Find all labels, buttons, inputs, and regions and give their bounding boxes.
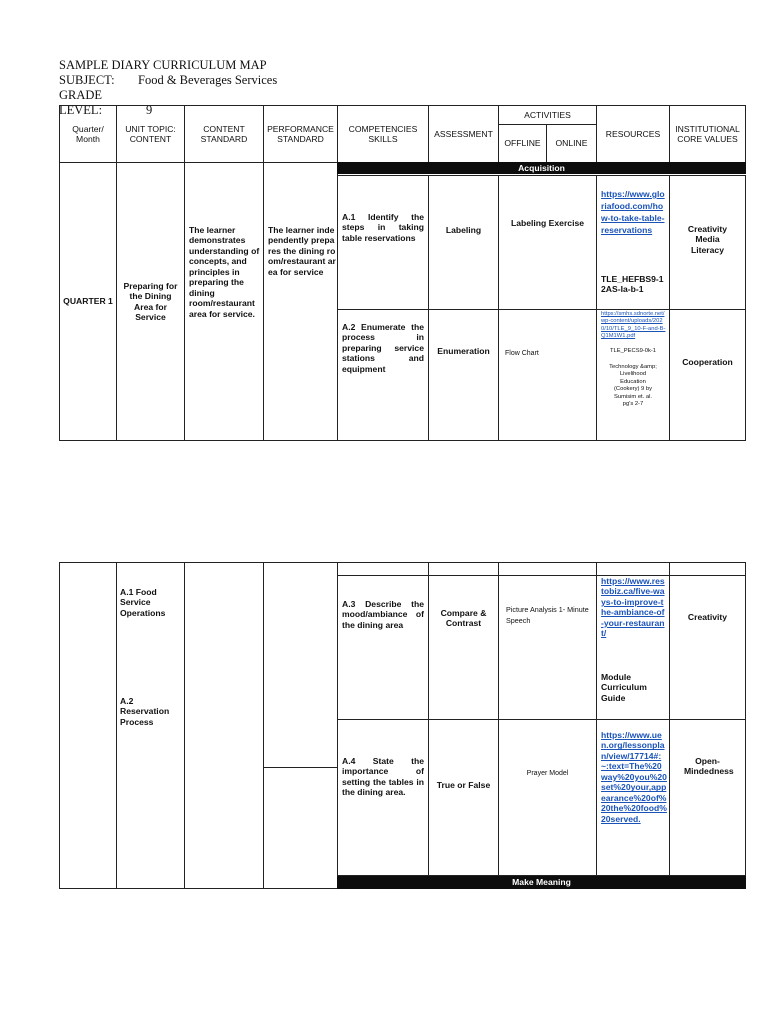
activity-a2-text: Flow Chart: [505, 350, 539, 357]
performance-standard-text: The learner independently prepares the dining room/restaurant area for service: [268, 225, 336, 277]
col-content-standard-header: CONTENT STANDARD: [184, 105, 264, 163]
unit-topic-a2-text: A.2 Reservation Process: [120, 696, 170, 727]
content-standard-text: The learner demonstrates understanding of concepts, and principles in preparing the dining room/restaurant area for service.: [189, 225, 260, 319]
assessment-a3-text: Compare & Contrast: [440, 608, 487, 629]
subject-value: Food & Beverages Services: [138, 73, 278, 87]
grade-value: 9: [146, 103, 153, 117]
activity-a3-text: Picture Analysis 1- Minute Speech: [506, 605, 589, 625]
content-standard-cell-2: [184, 562, 264, 889]
acquisition-bar: Acquisition: [337, 162, 746, 174]
unit-topic-cell-2: [116, 562, 185, 889]
performance-standard-cell: [263, 162, 338, 441]
col-core-values-header: INSTITUTIONAL CORE VALUES: [669, 105, 746, 163]
col-offline-header: OFFLINE: [498, 124, 547, 163]
activity-a4-cell: [498, 719, 597, 876]
assessment-a1-cell: [428, 175, 499, 310]
col-assessment-header: ASSESSMENT: [428, 105, 499, 163]
resources-empty-cell: [596, 562, 670, 576]
col-competencies-header: COMPETENCIES SKILLS: [337, 105, 429, 163]
content-standard-cell: [184, 162, 264, 441]
col-quarter-header: Quarter/ Month: [59, 105, 117, 163]
core-value-a1-cell: [669, 175, 746, 310]
activity-a1-cell: [498, 175, 597, 310]
grade-label: GRADE LEVEL:: [59, 88, 103, 117]
resource-a3-extra: Module Curriculum Guide: [601, 672, 647, 703]
performance-standard-cell-2b: [263, 767, 338, 889]
resources-a2-cell: [596, 309, 670, 441]
assessment-empty-cell: [428, 562, 499, 576]
assessment-a4-cell: [428, 719, 499, 876]
col-performance-standard-header: PERFORMANCE STANDARD: [263, 105, 338, 163]
core-value-a4-text: Open-Mindedness: [684, 756, 734, 777]
quarter-cell: QUARTER 1: [59, 162, 117, 441]
activity-a2-cell: [498, 309, 597, 441]
competency-a3-text: A.3 Describe the mood/ambiance of the dining area: [342, 599, 424, 630]
assessment-a2-cell: [428, 309, 499, 441]
unit-topic-a1-text: A.1 Food Service Operations: [120, 587, 166, 618]
competency-a2-cell: [337, 309, 429, 441]
activity-a3-cell: [498, 575, 597, 720]
core-value-a2-text: Cooperation: [682, 357, 733, 367]
subject-line: [59, 73, 277, 88]
activity-a1-text: Labeling Exercise: [510, 218, 585, 228]
col-unit-topic-header: UNIT TOPIC: CONTENT: [116, 105, 185, 163]
competency-a4-text: A.4 State the importance of setting the tables in the dining area.: [342, 756, 424, 798]
resources-a3-cell: [596, 575, 670, 720]
competency-a2-text: A.2 Enumerate the process in preparing service stations and equipment: [342, 322, 424, 374]
page-title: SAMPLE DIARY CURRICULUM MAP: [59, 58, 267, 72]
assessment-a1-text: Labeling: [445, 225, 482, 235]
col-resources-header: RESOURCES: [596, 105, 670, 163]
activity-empty-cell: [498, 562, 597, 576]
assessment-a3-cell: [428, 575, 499, 720]
resource-a2-code: TLE_PECS9-0k-1: [609, 348, 657, 354]
competency-a3-cell: [337, 575, 429, 720]
competency-empty-cell: [337, 562, 429, 576]
unit-topic-cell: Preparing for the Dining Area for Service: [116, 162, 185, 441]
core-value-a4-cell: [669, 719, 746, 876]
activity-a4-text: Prayer Model: [526, 770, 569, 777]
assessment-a4-text: True or False: [436, 780, 491, 790]
competency-a1-text: A.1 Identify the steps in taking table reservations: [342, 212, 424, 243]
competency-a1-cell: [337, 175, 429, 310]
core-value-a3-text: Creativity: [687, 612, 728, 622]
core-value-a2-cell: [669, 309, 746, 441]
core-value-a3-cell: [669, 575, 746, 720]
resource-a1-link[interactable]: https://www.gloriafood.com/how-to-take-table-reservations: [601, 189, 665, 235]
resources-a1-cell: [596, 175, 670, 310]
quarter-cell-2: [59, 562, 117, 889]
resource-a2-link[interactable]: https://smhs.sdnorte.net/wp-content/uploads/2020/10/TLE_9_10-F-and-B-Q1M1W1.pdf: [601, 311, 666, 340]
resource-a4-link[interactable]: https://www.uen.org/lessonplan/view/17714#:~:text=The%20way%20you%20set%20your,appearance%20of%20the%20food%20served.: [601, 730, 667, 824]
col-online-header: ONLINE: [546, 124, 597, 163]
make-meaning-bar: Make Meaning: [337, 876, 746, 889]
core-value-empty-cell: [669, 562, 746, 576]
competency-a4-cell: [337, 719, 429, 876]
core-value-a1-text: Creativity Media Literacy: [687, 224, 728, 255]
resource-a2-book: Technology &amp; Livelihood Education (Cookery) 9 by Sumisim et. al. pg's 2-7: [609, 364, 657, 408]
performance-standard-cell-2a: [263, 562, 338, 768]
resource-a1-code: TLE_HEFBS9-12AS-Ia-b-1: [601, 274, 664, 295]
resource-a3-link[interactable]: https://www.restobiz.ca/five-ways-to-improve-the-ambiance-of-your-restaurant/: [601, 576, 665, 639]
col-activities-header: ACTIVITIES: [498, 105, 597, 125]
assessment-a2-text: Enumeration: [437, 346, 490, 356]
resources-a4-cell: [596, 719, 670, 876]
subject-label: SUBJECT:: [59, 73, 115, 87]
